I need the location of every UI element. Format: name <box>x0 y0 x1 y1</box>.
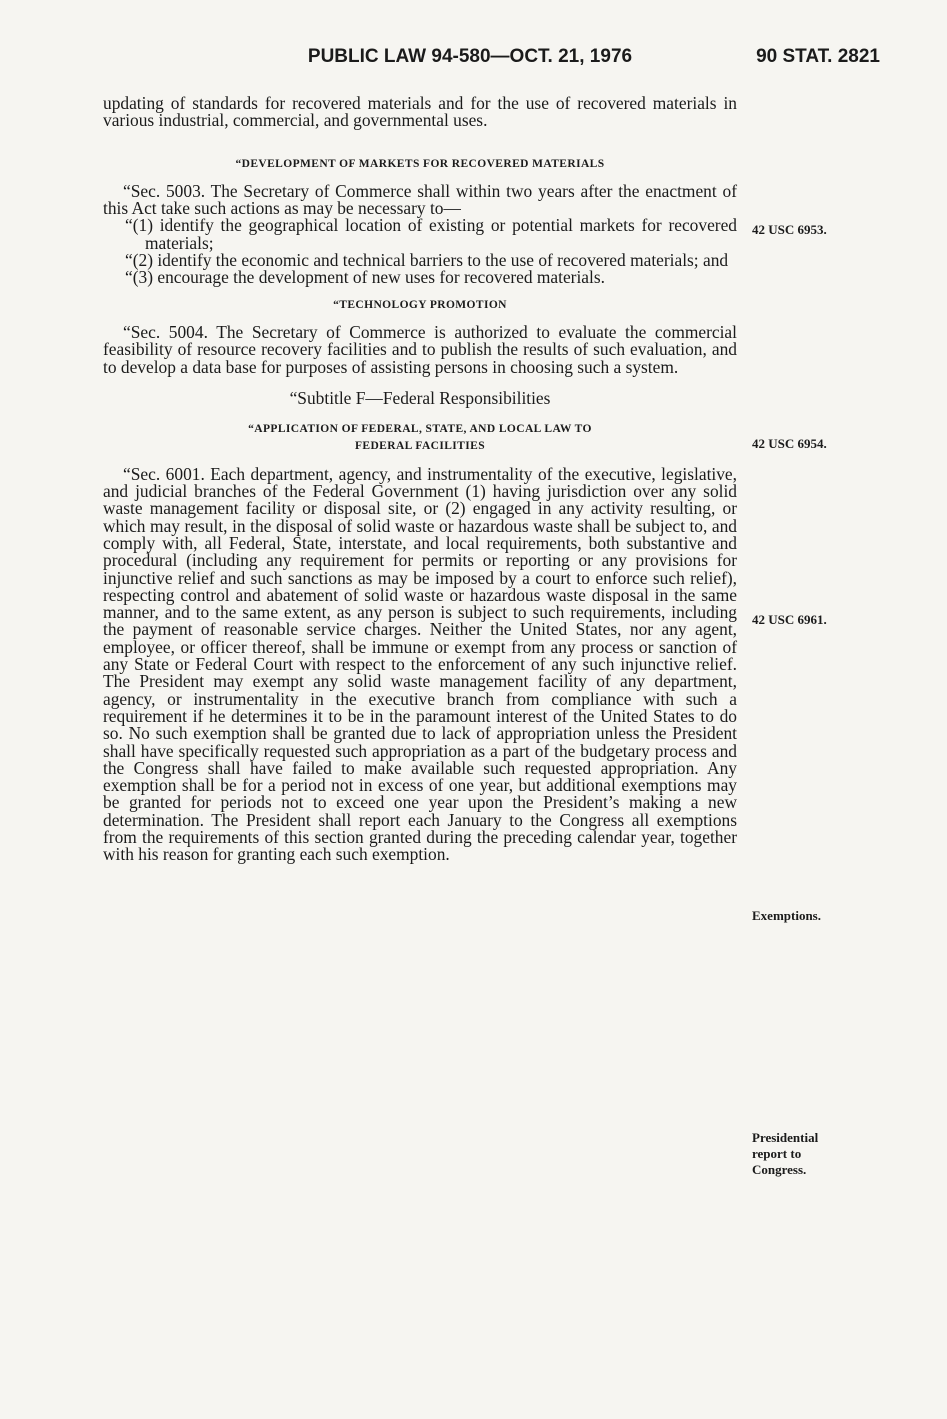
page-header <box>100 46 880 76</box>
body-text <box>103 95 737 864</box>
section-6001-text: “Sec. 6001. Each department, agency, and instrumentality of the executive, legislative, and judicial branches of the Federal Government (1) having jurisdiction over any solid waste management facility or disposal site, or (2) engaged in any activity resulting, or which may result, in the disposal of solid waste or hazardous waste shall be subject to, and comply with, all Federal, State, interstate, and local requirements, both substantive and procedural (including any requirement for permits or reporting or any provisions for injunctive relief and such sanctions as may be imposed by a court to enforce such relief), respecting control and abatement of solid waste or hazardous waste disposal in the same manner, and to the same extent, as any person is subject to such requirements, including the payment of reasonable service charges. Neither the United States, nor any agent, employee, or officer thereof, shall be immune or exempt from any process or sanction of any State or Federal Court with respect to the enforcement of any such injunctive relief. The President may exempt any solid waste management facility of any department, agency, or instrumentality in the executive branch from compliance with such a requirement if he determines it to be in the paramount interest of the United States to do so. No such exemption shall be granted due to lack of appropriation unless the President shall have specifically requested such appropriation as a part of the budgetary process and the Congress shall have failed to make available such requested appropriation. Any exemption shall be for a period not in excess of one year, but additional exemptions may be granted for periods not to exceed one year upon the President’s making a new determination. The President shall report each January to the Congress all exemptions from the requirements of this section granted during the preceding calendar year, together with his reason for granting each such exemption. <box>103 463 737 865</box>
margin-note-exemptions: Exemptions. <box>752 908 821 923</box>
list-item: “(1) identify the geographical location of existing or potential markets for recovered materials; <box>125 215 737 253</box>
intro-paragraph: updating of standards for recovered materials and for the use of recovered materials in various industrial, commercial, and governmental uses. <box>103 93 737 131</box>
margin-note-usc-6961: 42 USC 6961. <box>752 612 827 627</box>
statute-page-number: 90 STAT. 2821 <box>756 46 880 67</box>
section-heading-5004: “TECHNOLOGY PROMOTION <box>333 298 507 311</box>
subtitle-heading: “Subtitle F—Federal Responsibilities <box>289 387 551 408</box>
margin-note-line: Presidential <box>752 1130 819 1145</box>
list-item: “(3) encourage the development of new uses for recovered materials. <box>125 267 605 288</box>
section-heading-5003: “DEVELOPMENT OF MARKETS FOR RECOVERED MATERIALS <box>235 157 605 170</box>
section-heading-6001-line2: FEDERAL FACILITIES <box>354 440 485 453</box>
section-heading-6001: “APPLICATION OF FEDERAL, STATE, AND LOCAL LAW TO <box>248 423 592 436</box>
margin-note-line: Congress. <box>752 1162 807 1177</box>
section-5003-text: “Sec. 5003. The Secretary of Commerce shall within two years after the enactment of this Act take such actions as may be necessary to— <box>103 180 737 219</box>
list-item: “(2) identify the economic and technical barriers to the use of recovered materials; and <box>125 250 729 271</box>
margin-note-usc-6953: 42 USC 6953. <box>752 222 827 237</box>
law-title: PUBLIC LAW 94-580—OCT. 21, 1976 <box>307 46 633 67</box>
section-5004-text: “Sec. 5004. The Secretary of Commerce is authorized to evaluate the commercial feasibility of resource recovery facilities and to publish the results of such evaluation, and to develop a data base for purposes of assisting persons in choosing such a system. <box>103 321 737 377</box>
margin-note-usc-6954: 42 USC 6954. <box>752 436 827 451</box>
margin-note-line: report to <box>752 1146 802 1161</box>
margin-note-presidential-report <box>752 1130 818 1178</box>
